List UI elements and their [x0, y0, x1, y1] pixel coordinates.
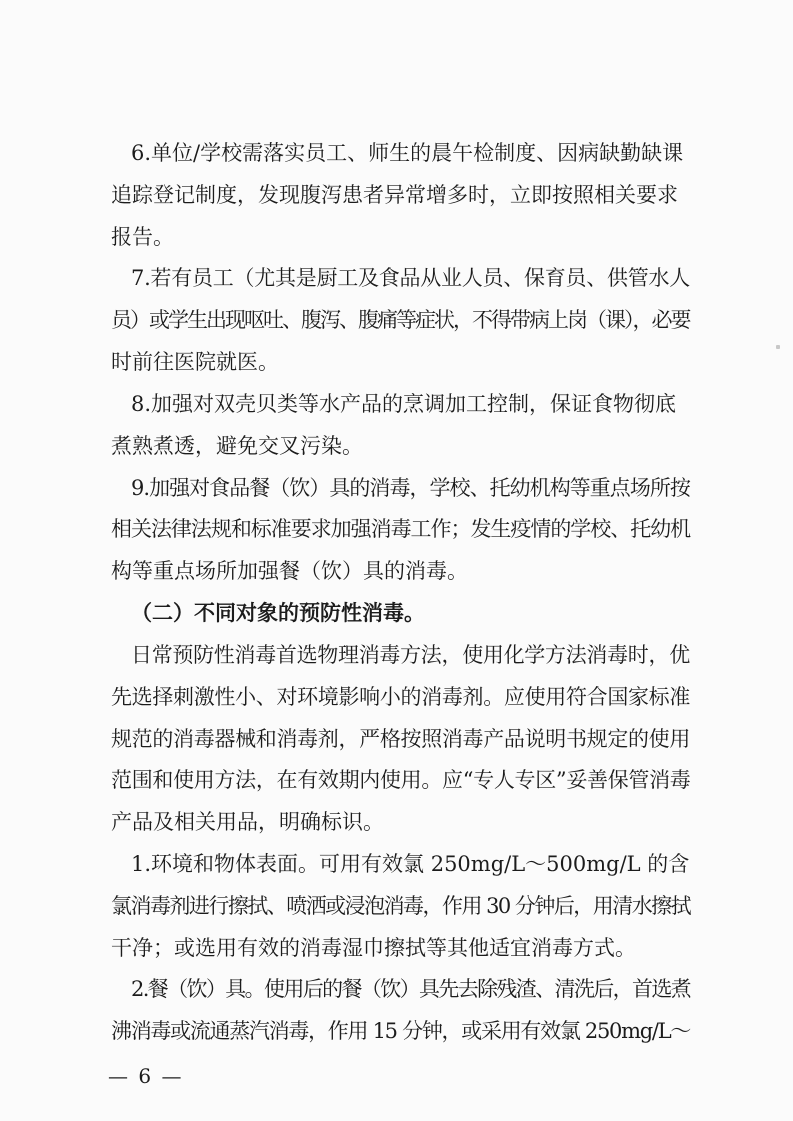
item-1-line-2: 氯消毒剂进行擦拭、喷洒或浸泡消毒，作用 30 分钟后，用清水擦拭 [111, 894, 691, 918]
page-number: — 6 — [108, 1064, 184, 1088]
paragraph-8-line-2: 煮熟煮透，避免交叉污染。 [111, 434, 363, 458]
scan-mark [776, 345, 780, 349]
paragraph-6-line-1: 6.单位/学校需落实员工、师生的晨午检制度、因病缺勤缺课 [131, 141, 684, 165]
paragraph-intro-line-3: 规范的消毒器械和消毒剂，严格按照消毒产品说明书规定的使用 [111, 727, 691, 751]
paragraph-7-line-2: 员）或学生出现呕吐、腹泻、腹痛等症状，不得带病上岗（课），必要 [111, 308, 690, 332]
section-heading: （二）不同对象的预防性消毒。 [131, 600, 425, 625]
item-2-line-1: 2.餐（饮）具。使用后的餐（饮）具先去除残渣、清洗后，首选煮 [131, 977, 691, 1001]
paragraph-7-line-3: 时前往医院就医。 [111, 350, 279, 374]
item-2-line-2: 沸消毒或流通蒸汽消毒，作用 15 分钟，或采用有效氯 250mg/L～ [111, 1019, 691, 1043]
item-1-line-3: 干净；或选用有效的消毒湿巾擦拭等其他适宜消毒方式。 [111, 936, 636, 960]
paragraph-intro-line-2: 先选择刺激性小、对环境影响小的消毒剂。应使用符合国家标准 [111, 685, 691, 709]
paragraph-6-line-3: 报告。 [111, 225, 174, 249]
item-1-line-1: 1.环境和物体表面。可用有效氯 250mg/L～500mg/L 的含 [131, 852, 690, 876]
paragraph-6-line-2: 追踪登记制度，发现腹泻患者异常增多时，立即按照相关要求 [111, 183, 678, 207]
paragraph-9-line-3: 构等重点场所加强餐（饮）具的消毒。 [111, 559, 468, 583]
paragraph-9-line-2: 相关法律法规和标准要求加强消毒工作；发生疫情的学校、托幼机 [111, 517, 691, 541]
paragraph-7-line-1: 7.若有员工（尤其是厨工及食品从业人员、保育员、供管水人 [131, 266, 691, 290]
paragraph-intro-line-1: 日常预防性消毒首选物理消毒方法，使用化学方法消毒时，优 [131, 643, 690, 667]
paragraph-9-line-1: 9.加强对食品餐（饮）具的消毒，学校、托幼机构等重点场所按 [131, 476, 690, 500]
paragraph-8-line-1: 8.加强对双壳贝类等水产品的烹调加工控制，保证食物彻底 [131, 392, 677, 416]
paragraph-intro-line-5: 产品及相关用品，明确标识。 [111, 810, 384, 834]
paragraph-intro-line-4: 范围和使用方法，在有效期内使用。应“专人专区”妥善保管消毒 [111, 768, 691, 792]
